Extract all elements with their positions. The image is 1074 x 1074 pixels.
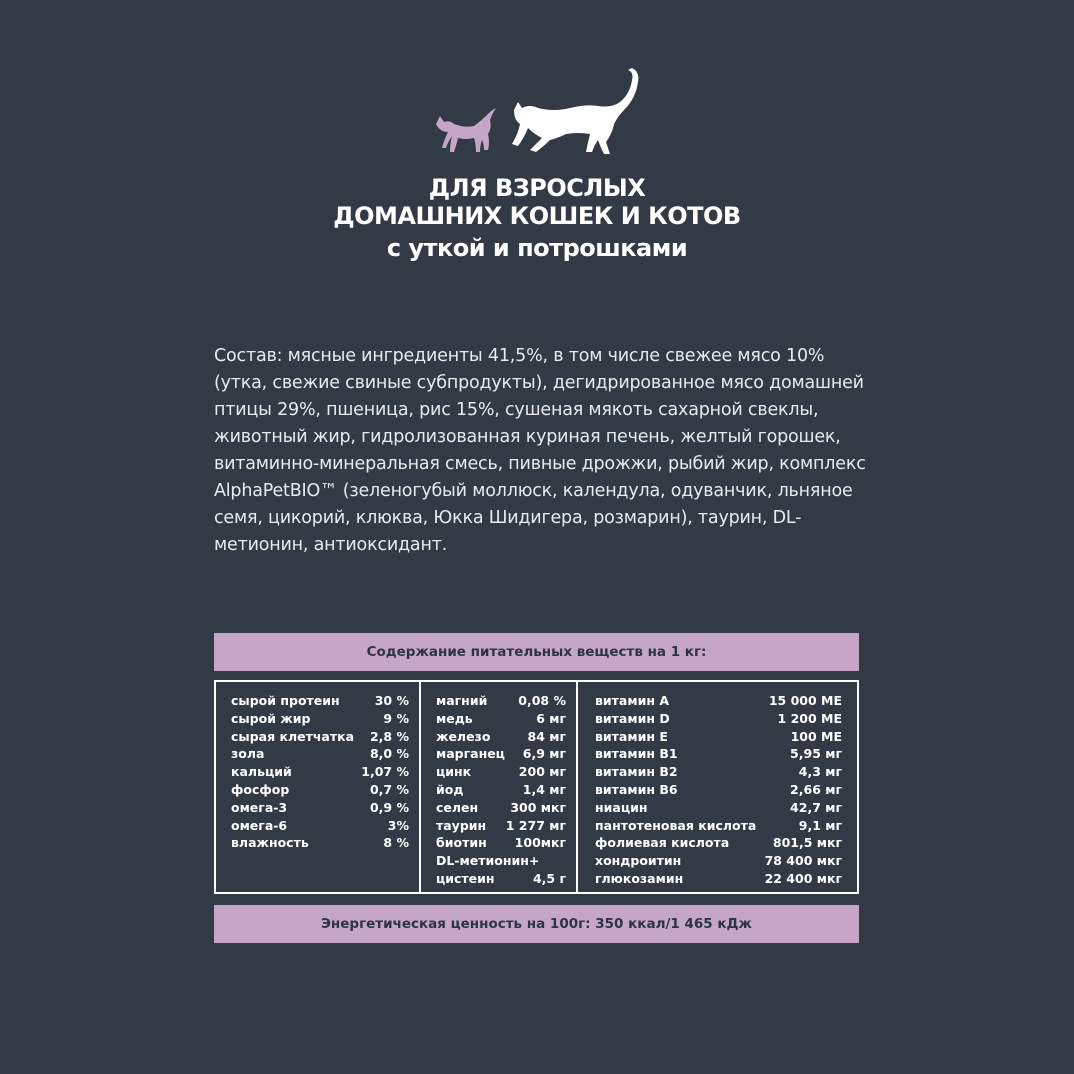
nutrient-row xyxy=(595,834,842,852)
nutrient-value: 9 % xyxy=(383,710,409,726)
nutrient-row xyxy=(231,817,409,835)
nutrient-value: 6,9 мг xyxy=(522,746,566,762)
nutrient-row xyxy=(436,781,566,799)
title-line-1: ДЛЯ ВЗРОСЛЫХ xyxy=(428,174,646,202)
nutrient-row xyxy=(231,728,409,746)
nutrient-value: 2,66 мг xyxy=(790,781,842,797)
nutrients-column-1 xyxy=(216,682,419,892)
energy-value-band xyxy=(214,905,859,943)
nutrient-value: 0,7 % xyxy=(369,781,409,797)
nutrient-value: 1,07 % xyxy=(361,764,409,780)
nutrient-name: пантотеновая кислота xyxy=(595,817,757,833)
nutrients-heading xyxy=(214,633,859,671)
nutrient-row xyxy=(231,745,409,763)
energy-value-label: Энергетическая ценность на 100г: 350 ккал/1 465 кДж xyxy=(321,916,752,932)
nutrient-name: витамин А xyxy=(595,693,669,708)
title-line-2: ДОМАШНИХ КОШЕК И КОТОВ xyxy=(333,202,741,230)
nutrient-name: DL-метионин+ xyxy=(436,853,540,869)
nutrients-column-3 xyxy=(578,682,857,892)
nutrient-name: кальций xyxy=(231,764,292,780)
nutrient-row xyxy=(231,710,409,728)
nutrient-name: фолиевая кислота xyxy=(595,835,730,851)
kitten-icon xyxy=(436,108,496,152)
nutrient-value: 100мкг xyxy=(514,835,566,851)
product-subtitle: с уткой и потрошками xyxy=(386,234,688,262)
nutrient-row xyxy=(595,692,842,710)
nutrient-name: витамин D xyxy=(595,710,670,726)
nutrient-value: 8 % xyxy=(383,835,409,851)
nutrient-value: 4,3 мг xyxy=(798,764,842,780)
nutrient-name: витамин В6 xyxy=(595,781,678,797)
nutrient-row xyxy=(595,817,842,835)
nutrient-value: 300 мкг xyxy=(510,799,566,815)
nutrient-name: омега-6 xyxy=(231,817,288,833)
nutrient-value: 6 мг xyxy=(536,710,566,726)
nutrient-row xyxy=(436,763,566,781)
nutrient-name: сырой протеин xyxy=(231,693,340,708)
nutrient-name: витамин Е xyxy=(595,728,668,744)
nutrient-row xyxy=(595,852,842,870)
nutrient-name: сырая клетчатка xyxy=(231,728,355,744)
nutrient-name: биотин xyxy=(436,835,487,851)
nutrient-name: витамин В1 xyxy=(595,746,678,762)
nutrient-value: 801,5 мкг xyxy=(772,835,842,851)
nutrient-name: марганец xyxy=(436,746,505,762)
nutrient-value: 1,4 мг xyxy=(522,781,566,797)
nutrient-value: 22 400 мкг xyxy=(764,870,842,886)
nutrient-row xyxy=(595,710,842,728)
nutrient-value: 3% xyxy=(387,817,409,833)
nutrient-name: сырой жир xyxy=(231,710,311,726)
nutrient-name: медь xyxy=(436,710,473,726)
nutrient-name: глюкозамин xyxy=(595,870,684,886)
nutrient-name: йод xyxy=(436,781,464,797)
cat-icon xyxy=(512,68,638,154)
nutrient-row xyxy=(595,799,842,817)
nutrient-name: цинк xyxy=(436,764,472,780)
nutrient-value: 0,08 % xyxy=(518,693,566,708)
nutrient-name: зола xyxy=(231,746,265,762)
nutrient-value: 4,5 г xyxy=(532,870,566,886)
nutrient-name: хондроитин xyxy=(595,853,682,869)
nutrient-row xyxy=(436,692,566,710)
composition-text: Состав: мясные ингредиенты 41,5%, в том числе свежее мясо 10% (утка, свежие свиные субпродукты), дегидрированное мясо домашней птицы 29%, пшеница, рис 15%, сушеная мякоть сахарной свеклы, животный жир, гидролизованная куриная печень, желтый горошек, витаминно-минеральная смесь, пивные дрожжи, рыбий жир, комплекс AlphaPetBIO™ (зеленогубый моллюск, календула, одуванчик, льняное семя, цикорий, клюква, Юкка Шидигера, розмарин), таурин, DL-метионин, антиоксидант. xyxy=(214,346,866,555)
nutrient-name: железо xyxy=(436,728,491,744)
nutrient-name: омега-3 xyxy=(231,799,288,815)
nutrient-value: 42,7 мг xyxy=(790,799,842,815)
nutrient-row xyxy=(595,763,842,781)
nutrient-value: 2,8 % xyxy=(369,728,409,744)
nutrient-row xyxy=(595,745,842,763)
nutrient-name: ниацин xyxy=(595,799,648,815)
nutrient-name: селен xyxy=(436,799,479,815)
nutrient-row xyxy=(595,781,842,799)
nutrient-row xyxy=(436,799,566,817)
nutrients-table xyxy=(214,680,859,894)
nutrient-value: 200 мг xyxy=(518,764,566,780)
nutrient-row xyxy=(436,817,566,835)
nutrient-name: цистеин xyxy=(436,870,495,886)
nutrients-column-2 xyxy=(421,682,576,892)
nutrient-row xyxy=(231,763,409,781)
nutrient-value: 1 200 МЕ xyxy=(777,710,842,726)
nutrient-value: 0,9 % xyxy=(369,799,409,815)
nutrient-value: 15 000 МЕ xyxy=(768,693,842,708)
nutrient-row xyxy=(436,728,566,746)
nutrient-row xyxy=(436,745,566,763)
nutrient-value: 100 МЕ xyxy=(790,728,842,744)
nutrient-row xyxy=(231,692,409,710)
nutrient-row xyxy=(436,870,566,888)
nutrient-value: 30 % xyxy=(374,693,409,708)
nutrient-row xyxy=(231,834,409,852)
nutrient-name: магний xyxy=(436,693,488,708)
product-title xyxy=(0,174,1074,262)
nutrient-name: фосфор xyxy=(231,781,290,797)
nutrient-row xyxy=(595,870,842,888)
nutrient-value: 1 277 мг xyxy=(505,817,566,833)
nutrient-row xyxy=(436,834,566,852)
nutrient-name: влажность xyxy=(231,835,309,851)
nutrient-row xyxy=(436,852,566,870)
nutrient-value: 5,95 мг xyxy=(790,746,842,762)
nutrient-value: 84 мг xyxy=(527,728,566,744)
nutrient-value: 8,0 % xyxy=(369,746,409,762)
nutrient-name: таурин xyxy=(436,817,487,833)
nutrient-name: витамин В2 xyxy=(595,764,678,780)
cats-icon xyxy=(430,68,645,158)
nutrient-row xyxy=(231,781,409,799)
nutrient-value: 78 400 мкг xyxy=(764,853,842,869)
nutrient-row xyxy=(595,728,842,746)
nutrients-heading-label: Содержание питательных веществ на 1 кг: xyxy=(366,644,707,660)
nutrient-value: 9,1 мг xyxy=(798,817,842,833)
nutrient-row xyxy=(436,710,566,728)
nutrient-row xyxy=(231,799,409,817)
